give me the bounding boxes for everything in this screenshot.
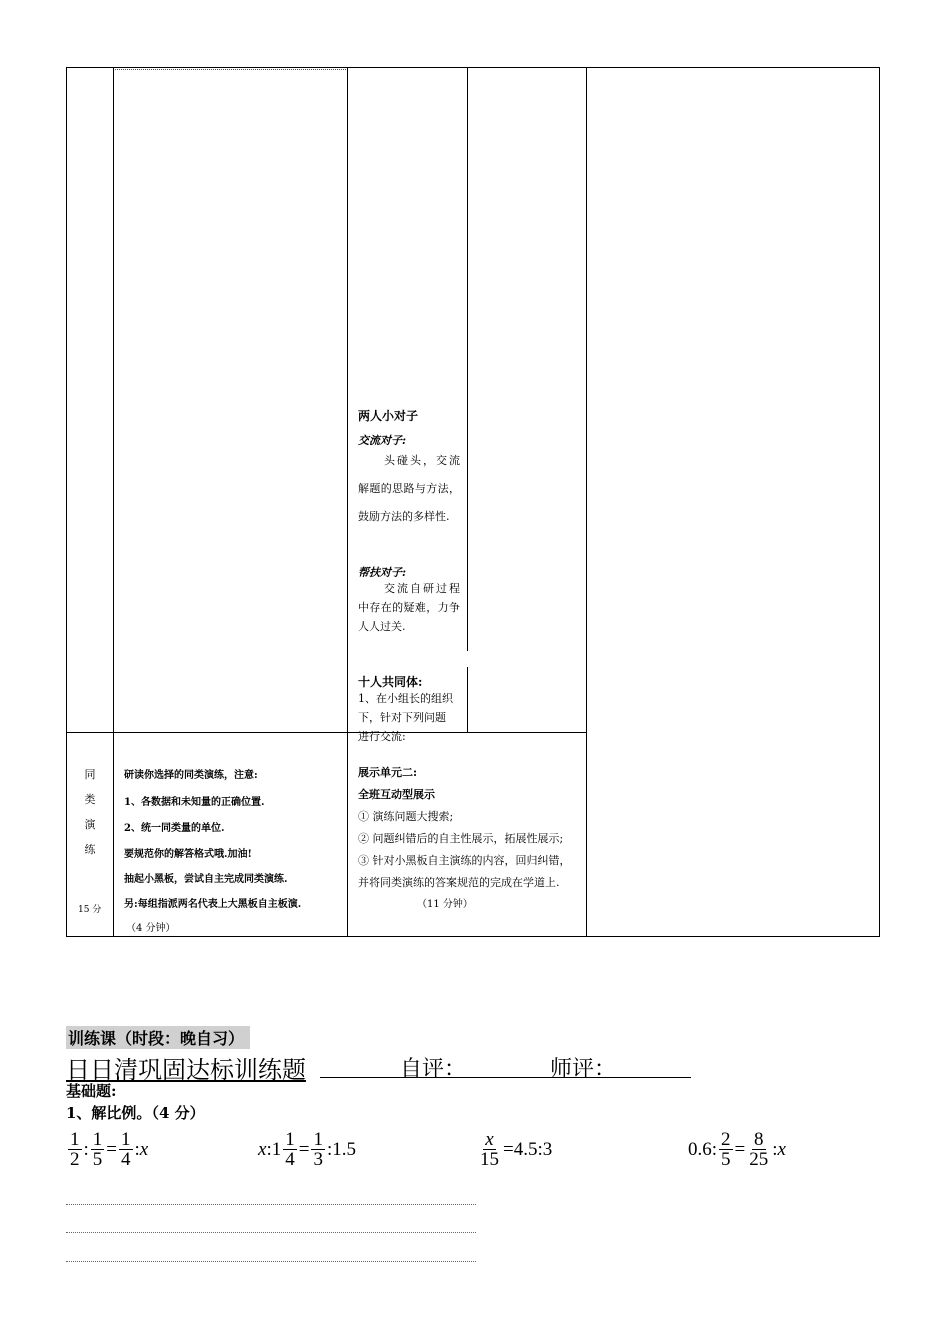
row-label-char: 演 xyxy=(84,818,96,831)
self-eval-label: 自评： xyxy=(400,1057,467,1082)
practice-time: （4 分钟） xyxy=(126,923,176,934)
group-text-line: 下，针对下列问题 xyxy=(358,711,446,724)
table-top-border xyxy=(66,67,879,68)
fraction: $\frac{1}{2}$ xyxy=(70,1129,80,1170)
col-line-3 xyxy=(467,67,468,651)
practice-line: 研读你选择的同类演练，注意: xyxy=(124,770,258,781)
unit-item: ① 演练问题大搜索; xyxy=(358,810,454,823)
group-text-line: 进行交流: xyxy=(358,730,406,743)
heading-underline xyxy=(320,1077,691,1078)
row-label-char: 同 xyxy=(84,768,96,781)
fraction: $\frac{1}{4}$ xyxy=(121,1129,131,1170)
exchange-text: 头碰头，交流解题的思路与方法，鼓励方法的多样性. xyxy=(358,454,460,523)
heading-title: 日日清巩固达标训练题 xyxy=(66,1056,306,1084)
group-text-line: 1、在小组长的组织 xyxy=(358,692,453,705)
table-left-border xyxy=(66,67,67,937)
col-line-1 xyxy=(113,67,114,937)
fraction: $\frac{1}{4}$ xyxy=(285,1129,295,1170)
practice-line: 另:每组指派两名代表上大黑板自主板演. xyxy=(124,899,302,910)
basic-label: 基础题: xyxy=(66,1082,117,1100)
fraction: $\frac{1}{3}$ xyxy=(313,1129,323,1170)
teacher-eval-label: 师评： xyxy=(550,1057,617,1082)
pair-title: 两人小对子 xyxy=(358,409,419,423)
unit-item: 并将同类演练的答案规范的完成在学道上. xyxy=(358,876,560,889)
equation-4: 0.6 : $\frac{2}{5}$ = $\frac{8}{25}$ : x xyxy=(688,1129,786,1170)
row-separator xyxy=(66,732,587,733)
answer-line[interactable] xyxy=(66,1204,476,1205)
fraction: $\frac{1}{5}$ xyxy=(92,1129,103,1170)
practice-line: 2、统一同类量的单位. xyxy=(124,823,225,834)
fraction: $\frac{8}{25}$ xyxy=(749,1129,769,1170)
group-title: 十人共同体: xyxy=(358,675,423,689)
question-1: 1、解比例。（4 分） xyxy=(66,1104,205,1122)
unit-item: ② 问题纠错后的自主性展示，拓展性展示; xyxy=(358,832,564,845)
practice-line: 要规范你的解答格式哦.加油! xyxy=(124,849,252,860)
help-title: 帮扶对子: xyxy=(358,566,407,579)
unit-subtitle: 全班互动型展示 xyxy=(358,788,435,801)
unit-time: （11 分钟） xyxy=(417,899,473,910)
col-line-2 xyxy=(347,67,348,937)
answer-line[interactable] xyxy=(66,1232,476,1233)
unit-item: ③ 针对小黑板自主演练的内容，回归纠错， xyxy=(358,854,571,867)
row-label-char: 类 xyxy=(84,793,96,806)
row-label-time: 15 分 xyxy=(78,905,102,915)
fraction: $\frac{2}{5}$ xyxy=(721,1129,731,1170)
col-line-3b xyxy=(467,667,468,733)
col-line-4 xyxy=(586,67,587,937)
unit-title: 展示单元二: xyxy=(358,766,418,779)
equation-2: x : 1 $\frac{1}{4}$ = $\frac{1}{3}$ : 1.5 xyxy=(258,1129,356,1170)
equation-3: $\frac{x}{15}$ = 4.5 : 3 xyxy=(480,1129,553,1170)
dotted-top-line xyxy=(115,69,346,70)
fraction: $\frac{x}{15}$ xyxy=(480,1129,499,1170)
table-right-border xyxy=(879,67,880,937)
help-text: 交流自研过程中存在的疑难，力争人人过关. xyxy=(358,582,460,633)
answer-line[interactable] xyxy=(66,1261,476,1262)
practice-line: 1、各数据和未知量的正确位置. xyxy=(124,797,265,808)
table-bottom-border xyxy=(66,936,879,937)
exchange-title: 交流对子: xyxy=(358,434,407,447)
practice-line: 抽起小黑板，尝试自主完成同类演练. xyxy=(124,874,288,885)
equation-1: $\frac{1}{2}$ : $\frac{1}{5}$ = $\frac{1}{4}$ : x xyxy=(70,1129,149,1170)
row-label-char: 练 xyxy=(84,843,96,856)
section-label: 训练课（时段：晚自习） xyxy=(66,1026,250,1049)
